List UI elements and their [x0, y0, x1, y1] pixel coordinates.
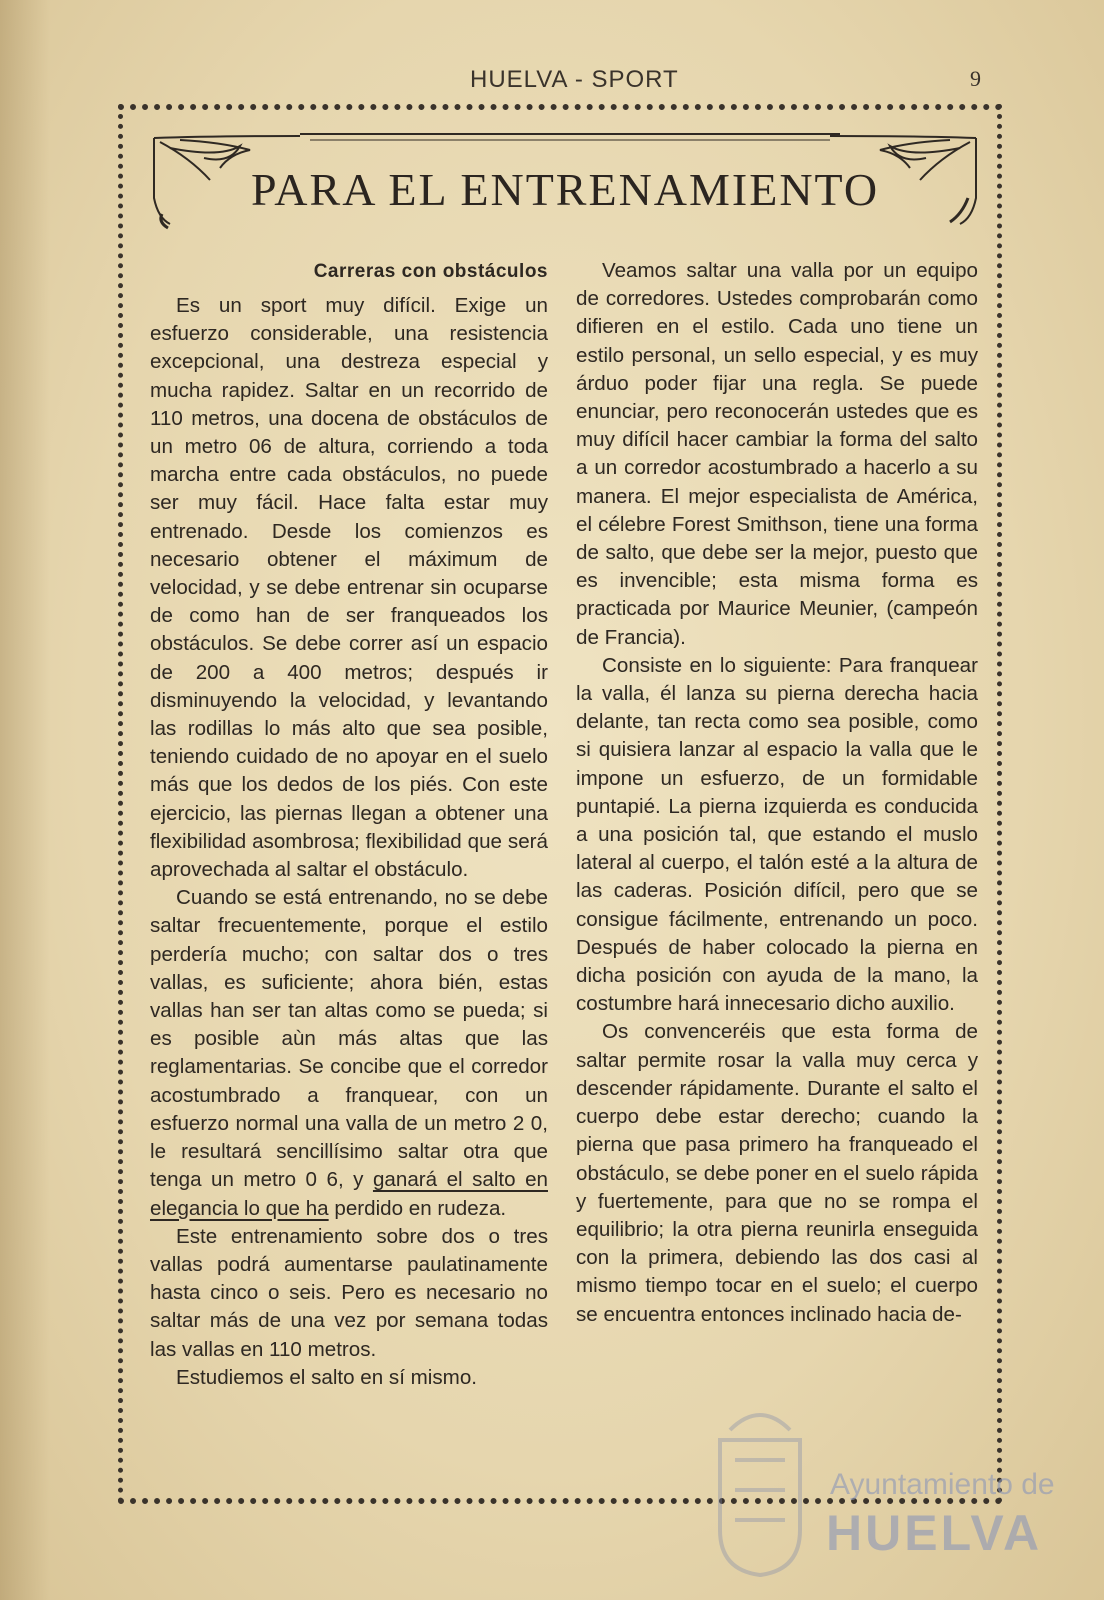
right-column [576, 257, 978, 1329]
paragraph: Os convenceréis que esta forma de saltar permite rosar la valla muy cerca y descender rápidamente. Durante el salto el cuerpo debe estar derecho; cuando la pierna que pasa primero ha franqueado el obstáculo, se debe poner en el suelo rápida y fuertemente, para que no se rompa el equilibrio; la otra pierna reunirla enseguida con la primera, debiendo las dos casi al mismo tiempo tocar en el suelo; el cuerpo se encuentra entonces inclinado hacia de- [576, 1020, 978, 1326]
magazine-title: HUELVA - SPORT [470, 66, 679, 93]
article-title: PARA EL ENTRENAMIENTO [250, 164, 880, 215]
paragraph-text: perdido en rudeza. [334, 1196, 507, 1220]
section-subtitle: Carreras con obstáculos [313, 261, 548, 282]
watermark-city: HUELVA [826, 1505, 1043, 1561]
paragraph: Es un sport muy difícil. Exige un esfuerzo considerable, una resistencia excepcional, una destreza especial y mucha rapidez. Saltar en un recorrido de 110 metros, una docena de obstáculos de un metro 06 de altura, corriendo a toda marcha entre cada obstáculos, no puede ser muy fácil. Hace falta estar muy entrenado. Desde los comienzos es necesario obtener el máximum de velocidad, y se debe entrenar sin ocuparse de como han de ser franqueados los obstáculos. Se debe correr así un espacio de 200 a 400 metros; después ir disminuyendo la velocidad, y levantando las rodillas lo más alto que sea posible, teniendo cuidado de no apoyar en el suelo más que los dedos de los piés. Con este ejercicio, las piernas llegan a obtener una flexibilidad asombrosa; flexibilidad que será aprovechada al saltar el obstáculo. [150, 294, 548, 882]
paragraph: Estudiemos el salto en sí mismo. [176, 1365, 478, 1389]
paragraph: Consiste en lo siguiente: Para franquear la valla, él lanza su pierna derecha hacia delante, tan recta como sea posible, como si quisiera lanzar al espacio la valla que le impone un esfuerzo, de un formidable puntapié. La pierna izquierda es conducida a una posición tal, que estando el muslo lateral al cuerpo, el talón esté a la altura de las caderas. Posición difícil, pero que se consigue fácilmente, entrenando un poco. Después de haber colocado la pierna en dicha posición con ayuda de la mano, la costumbre hará innecesario dicho auxilio. [576, 653, 978, 1016]
paragraph [150, 884, 548, 1222]
paragraph-text: Cuando se está entrenando, no se debe saltar frecuentemente, porque el estilo perdería mucho; con saltar dos o tres vallas, es suficiente; ahora bién, estas vallas han ser tan altas como se pueda; si es posible aùn más altas que las reglamentarias. Se concibe que el corredor acostumbrado a franquear, con un esfuerzo normal una valla de un metro 2 0, le resultará sencillísimo saltar otra que tenga un metro 0 6, y [150, 886, 548, 1192]
page-number: 9 [970, 66, 981, 91]
paragraph: Veamos saltar una valla por un equipo de corredores. Ustedes comprobarán como difieren en el estilo. Cada uno tiene un estilo personal, un sello especial, y es muy árduo poder fijar una regla. Se puede enunciar, pero reconocerán ustedes que es muy difícil hacer cambiar la forma del salto a un corredor acostumbrado a hacerlo a su manera. El mejor especialista de América, el célebre Forest Smithson, tiene una forma de salto, que debe ser la mejor, puesto que es invencible; esta misma forma es practicada por Maurice Meunier, (campeón de Francia). [576, 259, 978, 649]
underlined-text: ganará el salto en elegancia lo que ha [150, 1168, 548, 1220]
watermark-text: Ayuntamiento de [830, 1468, 1055, 1501]
spine-shadow [0, 0, 50, 1600]
running-header [0, 66, 1104, 96]
left-column [150, 250, 548, 1392]
paragraph: Este entrenamiento sobre dos o tres vallas podrá aumentarse paulatinamente hasta cinco o seis. Pero es necesario no saltar más de una vez por semana todas las vallas en 110 metros. [150, 1224, 548, 1361]
